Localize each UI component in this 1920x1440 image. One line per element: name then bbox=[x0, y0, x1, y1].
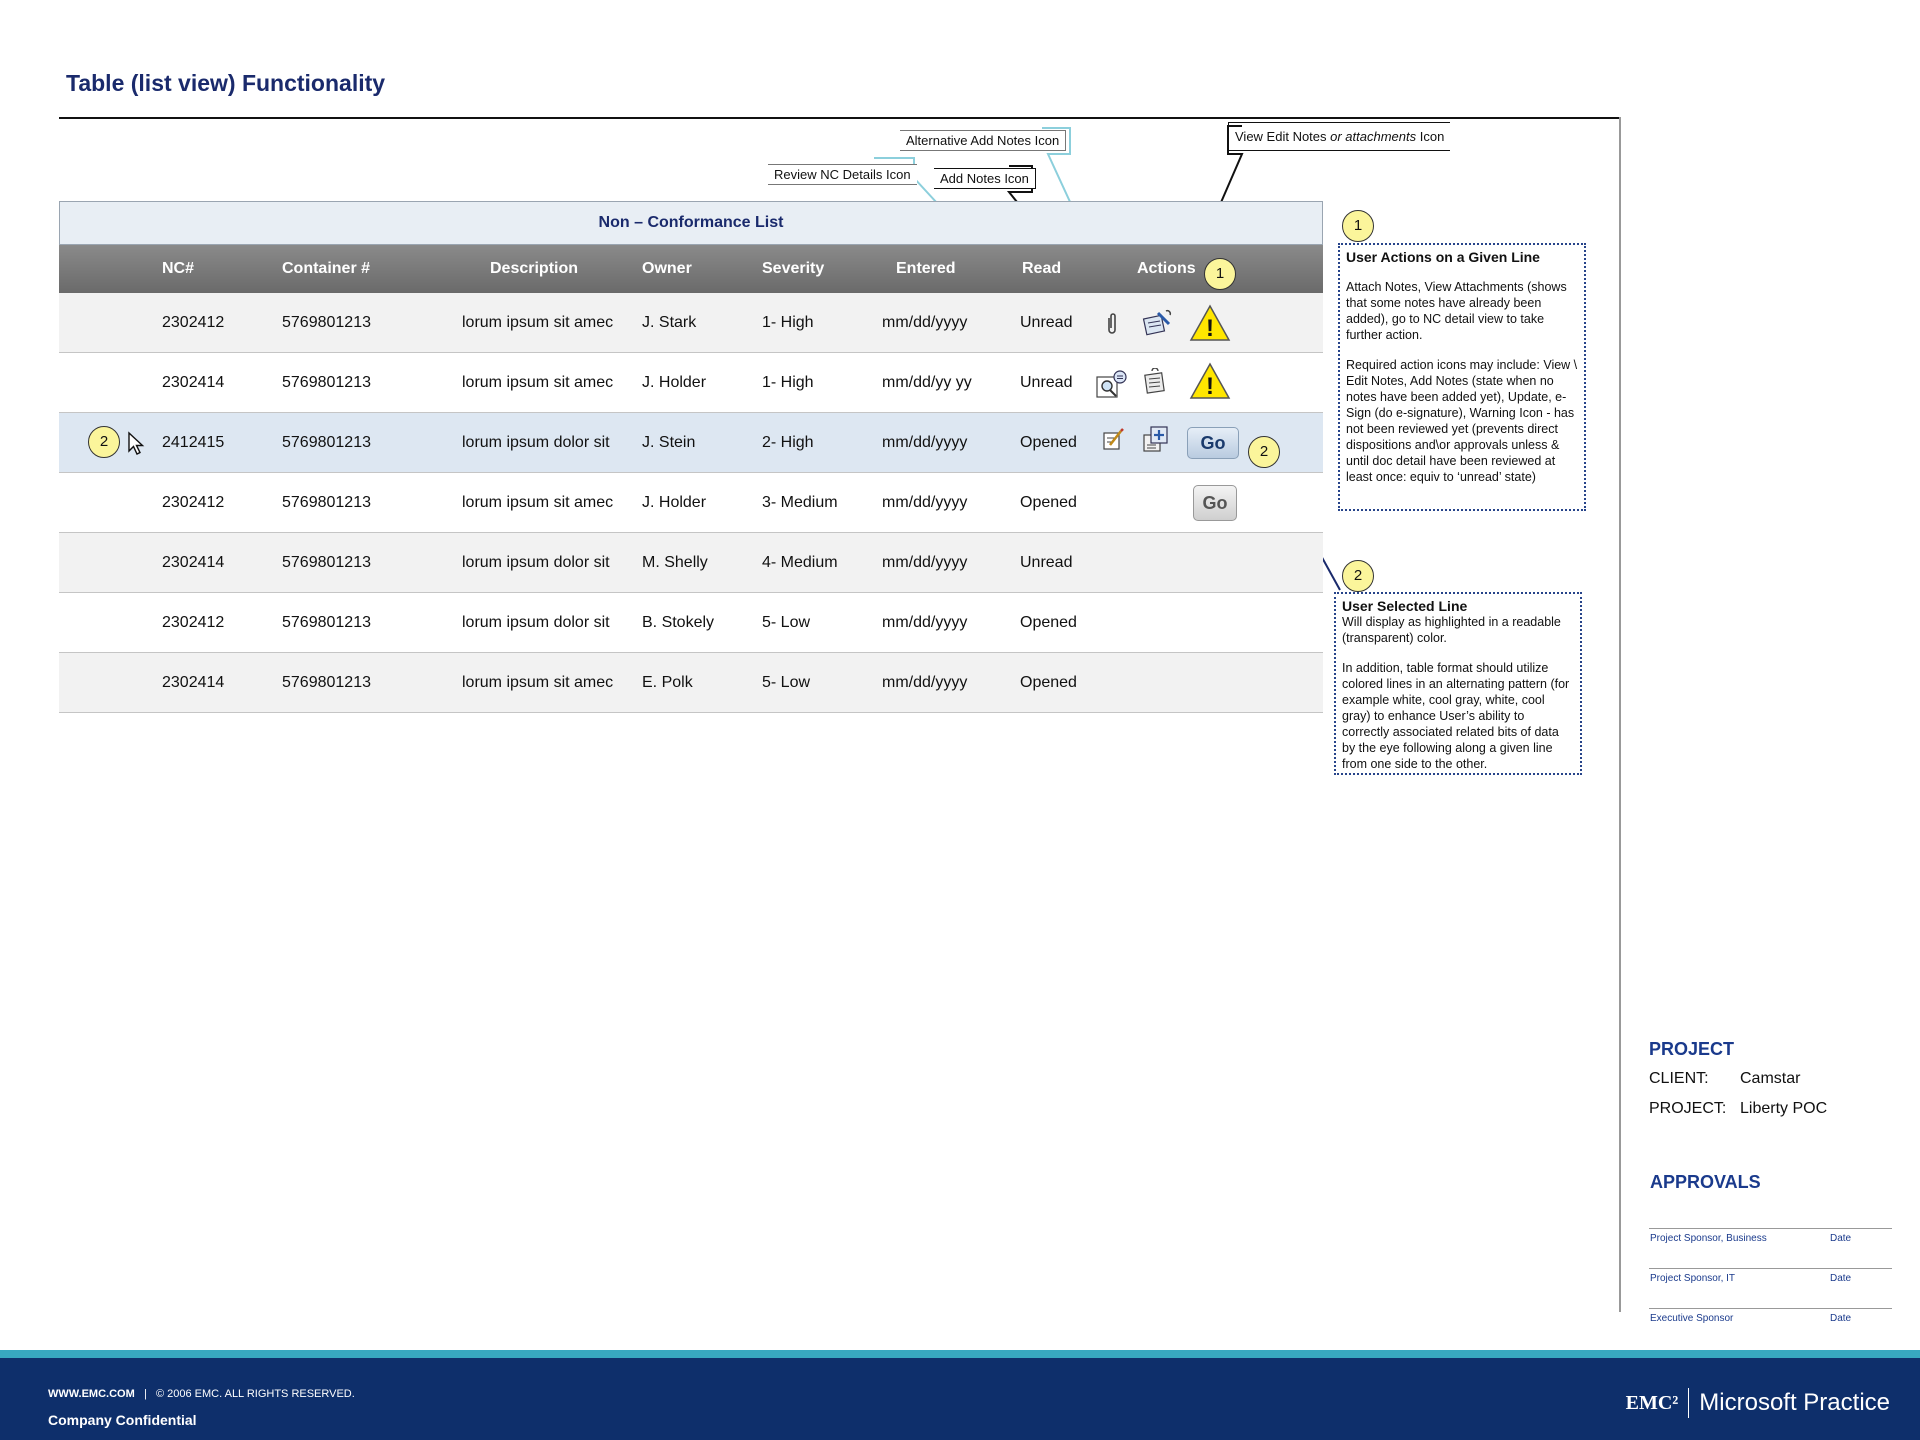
cell-nc: 2302414 bbox=[162, 374, 225, 391]
cell-severity: 1- High bbox=[762, 314, 814, 331]
cell-nc: 2302414 bbox=[162, 554, 225, 571]
project-label: PROJECT: bbox=[1649, 1100, 1727, 1117]
note-user-selected-line-p2: In addition, table format should utilize colored lines in an alternating pattern (for example white, cool gray, white, cool gray) to enhance User’s ability to correctly associated related bits of data by the eye following along a given line from one side to the other. bbox=[1342, 661, 1570, 771]
approval-label: Project Sponsor, Business bbox=[1650, 1233, 1767, 1244]
col-header-description[interactable]: Description bbox=[490, 260, 579, 277]
cell-severity: 4- Medium bbox=[762, 554, 838, 571]
warning-symbol: ! bbox=[1206, 315, 1214, 342]
badge-1-note: 1 bbox=[1342, 210, 1374, 242]
badge-2-row: 2 bbox=[88, 426, 120, 458]
cell-container: 5769801213 bbox=[282, 614, 371, 631]
warning-icon[interactable] bbox=[1189, 361, 1231, 401]
right-divider bbox=[1619, 117, 1621, 1312]
cell-entered: mm/dd/yyyy bbox=[882, 314, 968, 331]
note-user-selected-line-title: User Selected Line bbox=[1342, 598, 1468, 614]
logo-emc: EMC² bbox=[1625, 1391, 1679, 1414]
go-button[interactable]: Go bbox=[1187, 427, 1239, 459]
approval-date: Date bbox=[1830, 1273, 1852, 1284]
callout-view-edit-notes-text-em: or attachments bbox=[1330, 129, 1417, 144]
approval-line bbox=[1649, 1228, 1892, 1229]
cell-owner: J. Stein bbox=[642, 434, 696, 451]
cell-entered: mm/dd/yyyy bbox=[882, 554, 968, 571]
approval-line bbox=[1649, 1268, 1892, 1269]
table-row[interactable] bbox=[59, 593, 1323, 653]
approvals-heading: APPROVALS bbox=[1650, 1172, 1761, 1192]
note-user-selected-line-p1: Will display as highlighted in a readable (transparent) color. bbox=[1342, 615, 1561, 645]
cell-owner: J. Holder bbox=[642, 374, 707, 391]
cell-container: 5769801213 bbox=[282, 374, 371, 391]
table-caption: Non – Conformance List bbox=[59, 201, 1323, 245]
go-button[interactable]: Go bbox=[1193, 485, 1237, 521]
cell-severity: 5- Low bbox=[762, 674, 811, 691]
callout-review-nc: Review NC Details Icon bbox=[768, 164, 917, 185]
badge-2-go: 2 bbox=[1248, 436, 1280, 468]
cell-description: lorum ipsum sit amec bbox=[462, 314, 614, 331]
warning-icon[interactable] bbox=[1189, 303, 1231, 343]
cell-nc: 2412415 bbox=[162, 434, 225, 451]
badge-1-actions: 1 bbox=[1204, 258, 1236, 290]
footer-confidential: Company Confidential bbox=[48, 1412, 197, 1428]
cell-owner: J. Stark bbox=[642, 314, 697, 331]
note-user-actions-title: User Actions on a Given Line bbox=[1346, 249, 1540, 265]
col-header-actions: Actions bbox=[1137, 260, 1196, 277]
cell-read: Opened bbox=[1020, 614, 1077, 631]
cell-severity: 3- Medium bbox=[762, 494, 838, 511]
table-row[interactable] bbox=[59, 353, 1323, 413]
callout-add-notes: Add Notes Icon bbox=[934, 168, 1036, 189]
cell-description: lorum ipsum dolor sit bbox=[462, 614, 610, 631]
footer bbox=[0, 1350, 1920, 1440]
cell-severity: 5- Low bbox=[762, 614, 811, 631]
callout-view-edit-notes bbox=[1228, 122, 1450, 151]
review-nc-details-icon[interactable] bbox=[1095, 369, 1129, 399]
nc-table bbox=[59, 201, 1323, 713]
col-header-read[interactable]: Read bbox=[1022, 260, 1062, 277]
update-icon[interactable] bbox=[1142, 425, 1170, 453]
cell-owner: M. Shelly bbox=[642, 554, 708, 571]
cell-container: 5769801213 bbox=[282, 314, 371, 331]
cell-description: lorum ipsum dolor sit bbox=[462, 554, 610, 571]
cell-severity: 2- High bbox=[762, 434, 814, 451]
cell-container: 5769801213 bbox=[282, 554, 371, 571]
approval-label: Project Sponsor, IT bbox=[1650, 1273, 1736, 1284]
badge-2-note: 2 bbox=[1342, 560, 1374, 592]
table-row[interactable] bbox=[59, 533, 1323, 593]
logo-separator bbox=[1688, 1388, 1689, 1418]
table-row[interactable] bbox=[59, 473, 1323, 533]
table-row[interactable] bbox=[59, 293, 1323, 353]
table-row-selected[interactable] bbox=[59, 413, 1323, 473]
footer-site-link[interactable]: WWW.EMC.COM bbox=[48, 1388, 135, 1400]
cell-read: Unread bbox=[1020, 314, 1073, 331]
footer-copyright: © 2006 EMC. ALL RIGHTS RESERVED. bbox=[155, 1388, 355, 1400]
view-edit-notes-icon[interactable] bbox=[1142, 309, 1172, 337]
col-header-severity[interactable]: Severity bbox=[762, 260, 825, 277]
cell-description: lorum ipsum sit amec bbox=[462, 374, 614, 391]
emc-logo bbox=[1626, 1388, 1890, 1418]
warning-symbol: ! bbox=[1206, 373, 1214, 400]
table-header bbox=[59, 245, 1323, 293]
cursor-icon bbox=[127, 431, 145, 457]
col-header-container[interactable]: Container # bbox=[282, 260, 371, 277]
cell-nc: 2302414 bbox=[162, 674, 225, 691]
note-user-actions bbox=[1338, 243, 1586, 511]
cell-entered: mm/dd/yyyy bbox=[882, 674, 968, 691]
table-row[interactable] bbox=[59, 653, 1323, 713]
cell-description: lorum ipsum sit amec bbox=[462, 674, 614, 691]
cell-container: 5769801213 bbox=[282, 434, 371, 451]
approval-date: Date bbox=[1830, 1233, 1852, 1244]
approval-label: Executive Sponsor bbox=[1650, 1313, 1734, 1324]
title-divider bbox=[59, 117, 1621, 119]
cell-owner: B. Stokely bbox=[642, 614, 715, 631]
col-header-owner[interactable]: Owner bbox=[642, 260, 692, 277]
logo-practice: Microsoft Practice bbox=[1699, 1389, 1890, 1416]
cell-container: 5769801213 bbox=[282, 494, 371, 511]
add-notes-icon[interactable] bbox=[1142, 368, 1168, 396]
client-value: Camstar bbox=[1740, 1070, 1801, 1087]
cell-container: 5769801213 bbox=[282, 674, 371, 691]
cell-nc: 2302412 bbox=[162, 314, 225, 331]
col-header-nc[interactable]: NC# bbox=[162, 260, 195, 277]
callout-view-edit-notes-text-b: Icon bbox=[1416, 129, 1445, 144]
note-user-actions-p2: Required action icons may include: View \ Edit Notes, Add Notes (state when no notes have been added yet), Update, e-Sign (do e-signature), Warning Icon - has not been reviewed yet (prevents direct dispositions and\or approvals unless & until doc detail have been reviewed at least once: equiv to ‘unread’ state) bbox=[1346, 358, 1578, 484]
cell-entered: mm/dd/yyyy bbox=[882, 494, 968, 511]
cell-read: Opened bbox=[1020, 674, 1077, 691]
cell-severity: 1- High bbox=[762, 374, 814, 391]
footer-copyright-line bbox=[48, 1388, 355, 1400]
cell-owner: J. Holder bbox=[642, 494, 707, 511]
cell-read: Opened bbox=[1020, 434, 1077, 451]
note-user-actions-p1: Attach Notes, View Attachments (shows that some notes have already been added), go to NC detail view to take further action. bbox=[1346, 280, 1567, 342]
cell-nc: 2302412 bbox=[162, 494, 225, 511]
footer-divider: | bbox=[143, 1388, 147, 1400]
approval-line bbox=[1649, 1308, 1892, 1309]
page-title: Table (list view) Functionality bbox=[66, 70, 386, 96]
esign-icon[interactable] bbox=[1102, 428, 1124, 452]
cell-description: lorum ipsum sit amec bbox=[462, 494, 614, 511]
callout-alt-add-notes: Alternative Add Notes Icon bbox=[900, 130, 1066, 151]
cell-owner: E. Polk bbox=[642, 674, 693, 691]
cell-read: Opened bbox=[1020, 494, 1077, 511]
cell-read: Unread bbox=[1020, 554, 1073, 571]
cell-read: Unread bbox=[1020, 374, 1073, 391]
paperclip-icon[interactable] bbox=[1105, 312, 1119, 336]
approval-date: Date bbox=[1830, 1313, 1852, 1324]
project-heading: PROJECT bbox=[1649, 1039, 1735, 1059]
callout-view-edit-notes-text-a: View Edit Notes bbox=[1235, 129, 1331, 144]
cell-entered: mm/dd/yyyy bbox=[882, 614, 968, 631]
cell-description: lorum ipsum dolor sit bbox=[462, 434, 610, 451]
client-label: CLIENT: bbox=[1649, 1070, 1709, 1087]
cell-entered: mm/dd/yy yy bbox=[882, 374, 972, 391]
col-header-entered[interactable]: Entered bbox=[896, 260, 956, 277]
cell-nc: 2302412 bbox=[162, 614, 225, 631]
note-user-selected-line bbox=[1334, 592, 1582, 775]
cell-entered: mm/dd/yyyy bbox=[882, 434, 968, 451]
project-value: Liberty POC bbox=[1740, 1100, 1828, 1117]
